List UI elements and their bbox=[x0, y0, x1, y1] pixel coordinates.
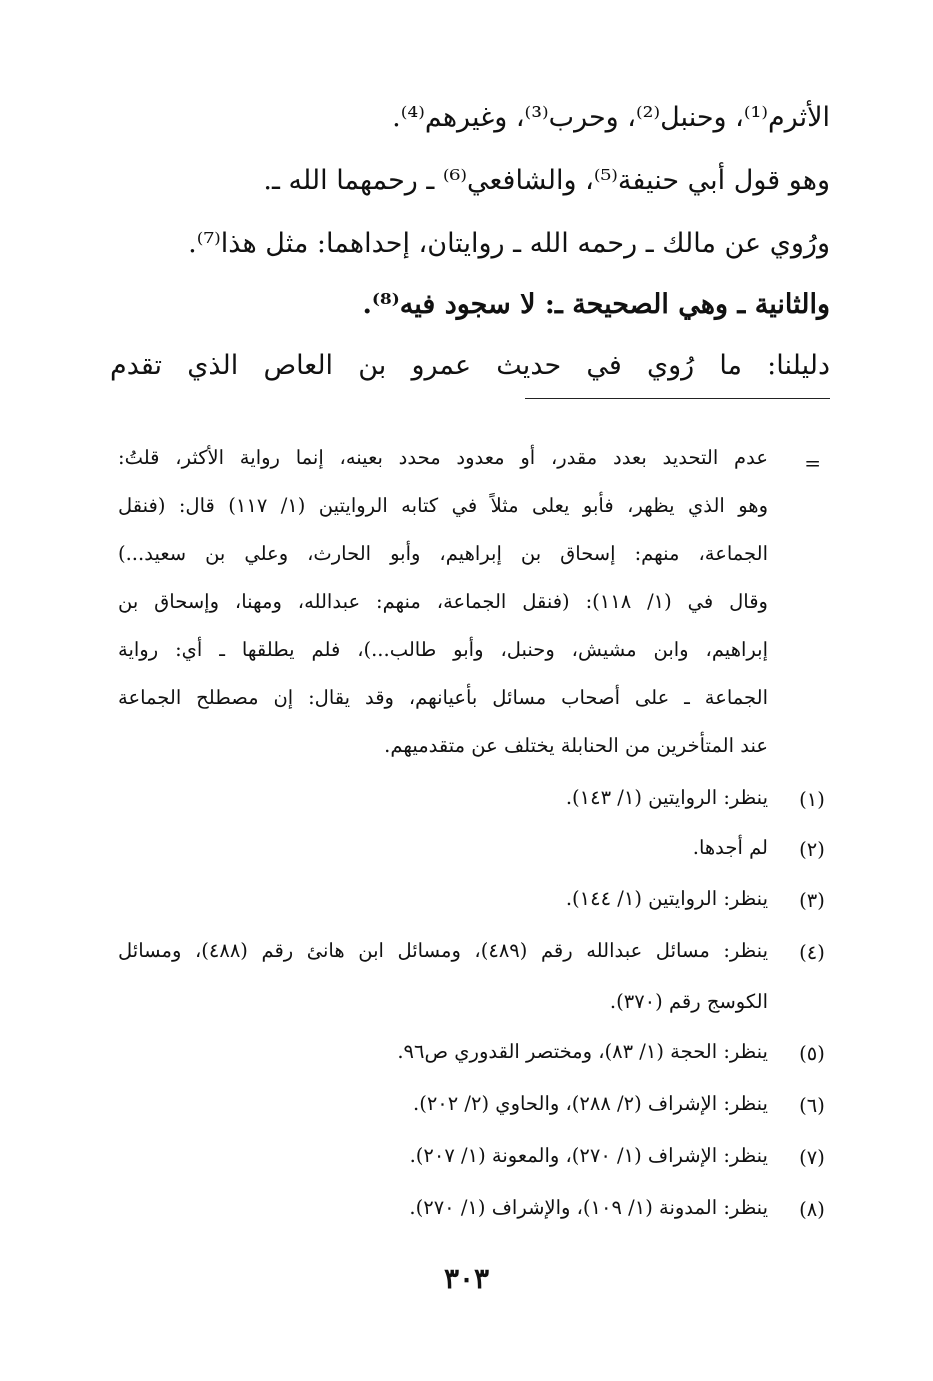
footnote-text-5: ينظر: الحجة (١/ ٨٣)، ومختصر القدوري ص٩٦. bbox=[397, 1040, 768, 1063]
footnote-text-7: ينظر: الإشراف (١/ ٢٧٠)، والمعونة (١/ ٢٠٧). bbox=[409, 1144, 768, 1167]
continued-footnote-line-2: وهو الذي يظهر، فأبو يعلى مثلاً في كتابه الروايتين (١/ ١١٧) قال: (فنقل bbox=[118, 494, 768, 517]
footnote-number-4: (٤) bbox=[799, 941, 825, 964]
footnote-text-2: لم أجدها. bbox=[692, 836, 768, 859]
footnote-text-1: ينظر: الروايتين (١/ ١٤٣). bbox=[565, 786, 768, 809]
main-text-line-1: الأثرم⁽¹⁾، وحنبل⁽²⁾، وحرب⁽³⁾، وغيرهم⁽⁴⁾. bbox=[392, 102, 830, 133]
footnote-number-1: (١) bbox=[799, 788, 825, 811]
footnote-text-3: ينظر: الروايتين (١/ ١٤٤). bbox=[565, 887, 768, 910]
footnote-separator bbox=[525, 398, 830, 399]
footnote-text-4-cont: الكوسج رقم (٣٧٠). bbox=[609, 990, 768, 1013]
footnote-number-7: (٧) bbox=[799, 1146, 825, 1169]
footnote-number-3: (٣) bbox=[799, 889, 825, 912]
continued-footnote-line-6: الجماعة ـ على أصحاب مسائل بأعيانهم، وقد يقال: إن مصطلح الجماعة bbox=[118, 686, 768, 709]
continued-footnote-line-7: عند المتأخرين من الحنابلة يختلف عن متقدميهم. bbox=[384, 734, 768, 757]
footnote-text-8: ينظر: المدونة (١/ ١٠٩)، والإشراف (١/ ٢٧٠). bbox=[409, 1196, 768, 1219]
main-text-line-3: ورُوي عن مالك ـ رحمه الله ـ روايتان، إحداهما: مثل هذا⁽⁷⁾. bbox=[188, 228, 830, 259]
footnote-number-6: (٦) bbox=[799, 1094, 825, 1117]
continued-footnote-line-4: وقال في (١/ ١١٨): (فنقل الجماعة، منهم: عبدالله، ومهنا، وإسحاق بن bbox=[118, 590, 768, 613]
footnote-number-5: (٥) bbox=[799, 1042, 825, 1065]
continued-footnote-line-1: عدم التحديد بعدد مقدر، أو معدود محدد بعينه، إنما رواية الأكثر، قلتُ: bbox=[118, 446, 768, 469]
footnote-text-6: ينظر: الإشراف (٢/ ٢٨٨)، والحاوي (٢/ ٢٠٢). bbox=[413, 1092, 768, 1115]
footnote-text-4: ينظر: مسائل عبدالله رقم (٤٨٩)، ومسائل ابن هانئ رقم (٤٨٨)، ومسائل bbox=[118, 939, 768, 962]
main-text-line-4: والثانية ـ وهي الصحيحة ـ: لا سجود فيه⁽⁸⁾. bbox=[362, 289, 830, 320]
page-number: ٣٠٣ bbox=[443, 1262, 490, 1295]
footnote-number-8: (٨) bbox=[799, 1198, 825, 1221]
main-text-line-2: وهو قول أبي حنيفة⁽⁵⁾، والشافعي⁽⁶⁾ ـ رحمهما الله ـ. bbox=[263, 165, 830, 196]
continued-footnote-line-5: إبراهيم، وابن مشيش، وحنبل، وأبو طالب...)، فلم يطلقها ـ أي: رواية bbox=[118, 638, 768, 661]
continued-footnote-line-3: الجماعة، منهم: إسحاق بن إبراهيم، وأبو الحارث، وعلي بن سعيد...) bbox=[118, 542, 768, 565]
continuation-marker: = bbox=[804, 451, 821, 475]
footnote-number-2: (٢) bbox=[799, 838, 825, 861]
main-text-line-5: دليلنا: ما رُوي في حديث عمرو بن العاص الذي تقدم bbox=[110, 350, 830, 381]
